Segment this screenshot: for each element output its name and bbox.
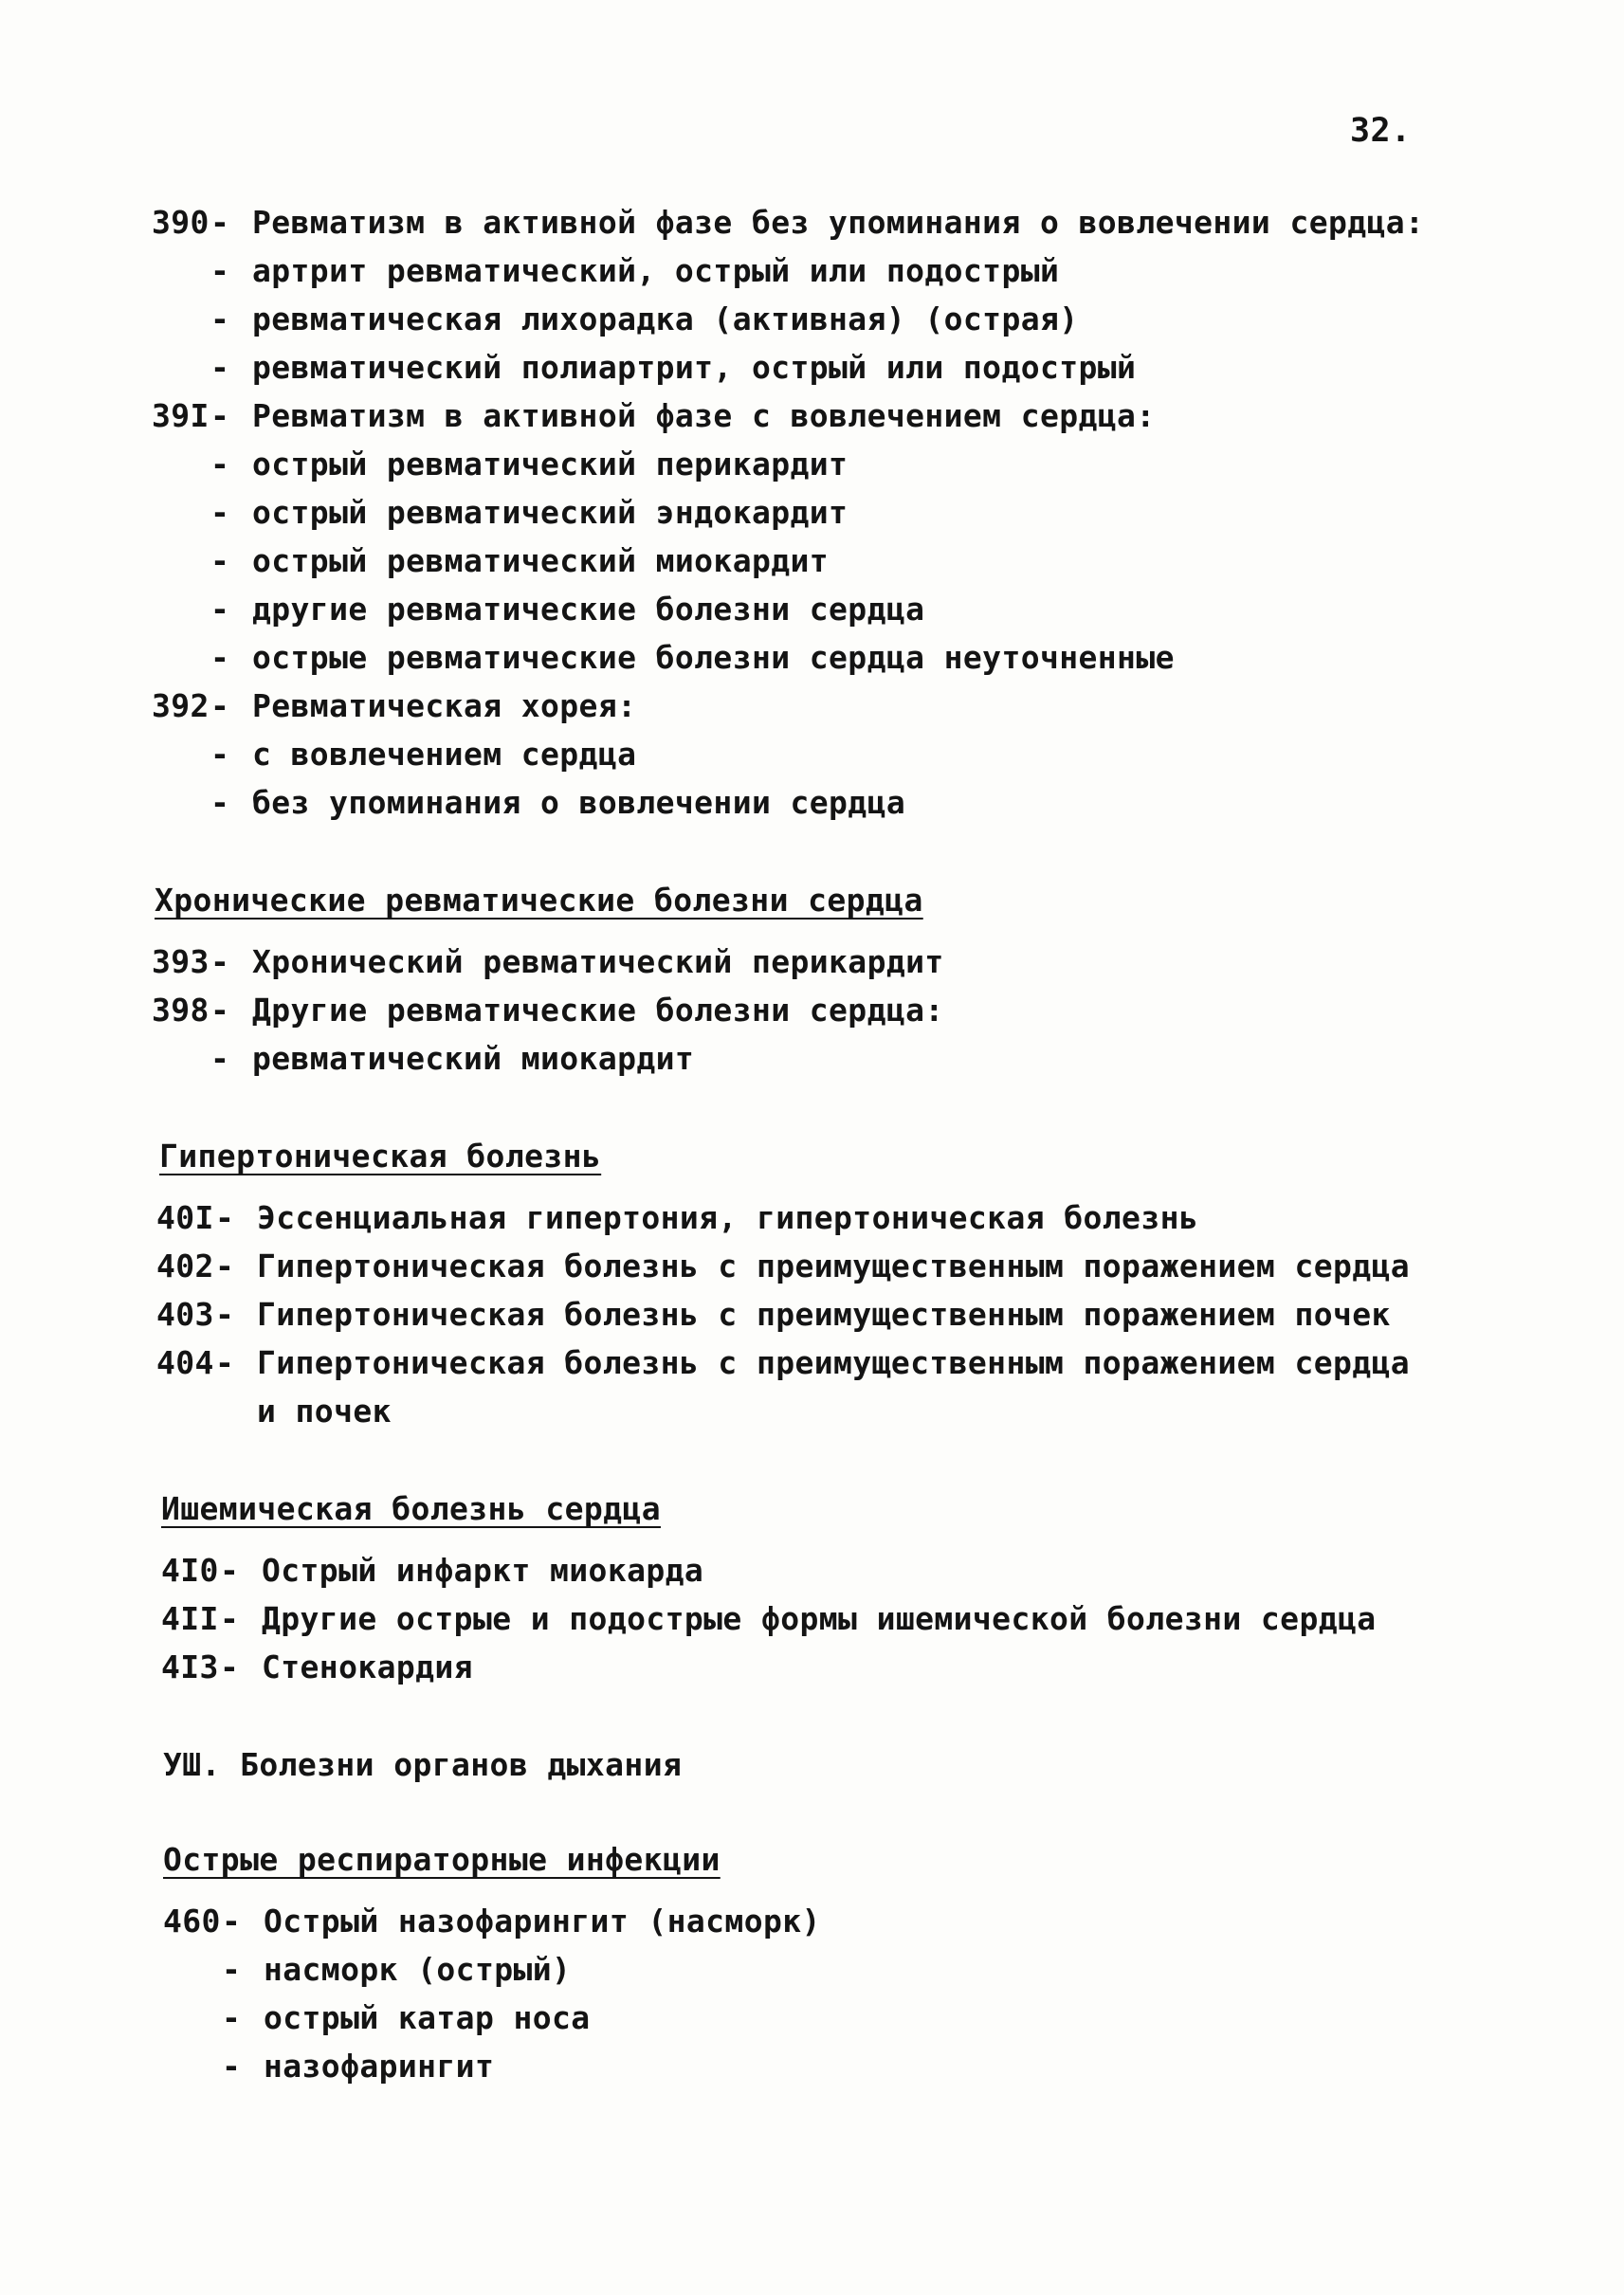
- section-heading-chronic: Хронические ревматические болезни сердца: [155, 882, 923, 919]
- entry-line: [161, 1552, 704, 1589]
- entry-text: Стенокардия: [262, 1648, 473, 1685]
- entry-continuation: и почек: [257, 1393, 392, 1430]
- entry-line: [161, 1600, 1377, 1637]
- entry-text: Хронический ревматический перикардит: [252, 943, 944, 980]
- entry-dash: -: [210, 736, 230, 773]
- entry-dash: -: [210, 591, 230, 628]
- entry-text: без упоминания о вовлечении сердца: [252, 784, 906, 821]
- entry-dash: -: [210, 639, 230, 676]
- entry-line: [152, 943, 944, 980]
- entry-text: ревматическая лихорадка (активная) (острая): [252, 301, 1079, 337]
- entry-dash: -: [210, 397, 230, 434]
- entry-subline: [222, 2048, 495, 2085]
- entry-text: острый катар носа: [264, 1999, 591, 2036]
- entry-dash: -: [210, 943, 230, 980]
- entry-text: ревматический полиартрит, острый или подострый: [252, 349, 1137, 386]
- entry-dash: -: [222, 1903, 242, 1940]
- entry-line: [152, 397, 1156, 434]
- section-heading-respiratory: Острые респираторные инфекции: [163, 1841, 721, 1878]
- entry-text: Другие ревматические болезни сердца:: [252, 992, 944, 1029]
- entry-code: 402: [156, 1248, 214, 1284]
- entry-subline: [210, 1040, 695, 1077]
- entry-dash: -: [210, 301, 230, 337]
- entry-code: 393: [152, 943, 210, 980]
- entry-code: 4I0: [161, 1552, 219, 1589]
- entry-code: 403: [156, 1296, 214, 1333]
- entry-text: Ревматическая хорея:: [252, 687, 637, 724]
- entry-subline: [210, 252, 1060, 289]
- entry-text: Ревматизм в активной фазе без упоминания о вовлечении сердца:: [252, 204, 1425, 241]
- entry-text: Другие острые и подострые формы ишемической болезни сердца: [262, 1600, 1377, 1637]
- chapter-title: УШ. Болезни органов дыхания: [163, 1746, 683, 1783]
- entry-dash: -: [210, 204, 230, 241]
- section-heading-ischemic: Ишемическая болезнь сердца: [161, 1490, 661, 1527]
- entry-code: 392: [152, 687, 210, 724]
- entry-text: острый ревматический перикардит: [252, 446, 848, 483]
- entry-dash: -: [222, 1951, 242, 1988]
- entry-text: назофарингит: [264, 2048, 495, 2085]
- entry-dash: -: [222, 2048, 242, 2085]
- entry-dash: -: [210, 494, 230, 531]
- entry-subline: [210, 349, 1137, 386]
- entry-line: [152, 992, 944, 1029]
- entry-text: Острый инфаркт миокарда: [262, 1552, 704, 1589]
- entry-code: 4II: [161, 1600, 219, 1637]
- entry-code: 4I3: [161, 1648, 219, 1685]
- entry-line: [156, 1296, 1391, 1333]
- entry-dash: -: [220, 1600, 240, 1637]
- entry-line: [163, 1903, 821, 1940]
- entry-text: острый ревматический миокардит: [252, 542, 830, 579]
- entry-text: ревматический миокардит: [252, 1040, 695, 1077]
- entry-subline: [210, 736, 637, 773]
- entry-dash: -: [215, 1296, 235, 1333]
- entry-text: Острый назофарингит (насморк): [264, 1903, 821, 1940]
- entry-code: 404: [156, 1344, 214, 1381]
- entry-dash: -: [215, 1199, 235, 1236]
- entry-code: 390: [152, 204, 210, 241]
- entry-dash: -: [210, 349, 230, 386]
- entry-subline: [210, 591, 925, 628]
- entry-line: [156, 1199, 1199, 1236]
- entry-text: острый ревматический эндокардит: [252, 494, 848, 531]
- entry-dash: -: [210, 446, 230, 483]
- entry-text: с вовлечением сердца: [252, 736, 637, 773]
- entry-code: 460: [163, 1903, 221, 1940]
- entry-dash: -: [220, 1552, 240, 1589]
- entry-subline: [222, 1999, 591, 2036]
- entry-subline: [210, 303, 1079, 335]
- entry-code: 40I: [156, 1199, 214, 1236]
- entry-line: [156, 1250, 1410, 1282]
- entry-dash: -: [210, 992, 230, 1029]
- section-heading-hypertension: Гипертоническая болезнь: [159, 1138, 602, 1175]
- entry-dash: -: [215, 1344, 235, 1381]
- entry-subline: [210, 494, 848, 531]
- entry-code: 398: [152, 992, 210, 1029]
- entry-text: острые ревматические болезни сердца неуточненные: [252, 639, 1175, 676]
- entry-dash: -: [210, 252, 230, 289]
- entry-text: Гипертоническая болезнь с преимущественным поражением сердца: [257, 1344, 1411, 1381]
- entry-text: Эссенциальная гипертония, гипертоническая болезнь: [257, 1199, 1199, 1236]
- entry-dash: -: [215, 1248, 235, 1284]
- entry-code: 39I: [152, 397, 210, 434]
- entry-text: артрит ревматический, острый или подострый: [252, 252, 1060, 289]
- entry-dash: -: [210, 687, 230, 724]
- entry-subline: [210, 542, 830, 579]
- entry-subline: [210, 784, 906, 821]
- entry-dash: -: [220, 1648, 240, 1685]
- entry-text: Ревматизм в активной фазе с вовлечением сердца:: [252, 397, 1156, 434]
- entry-dash: -: [222, 1999, 242, 2036]
- entry-dash: -: [210, 784, 230, 821]
- entry-text: Гипертоническая болезнь с преимущественным поражением почек: [257, 1296, 1391, 1333]
- entry-text: Гипертоническая болезнь с преимущественным поражением сердца: [257, 1248, 1411, 1284]
- entry-subline: [210, 639, 1175, 676]
- entry-line: [161, 1648, 473, 1685]
- entry-line: [156, 1344, 1411, 1381]
- entry-dash: -: [210, 542, 230, 579]
- entry-dash: -: [210, 1040, 230, 1077]
- page-number: 32.: [1350, 112, 1412, 150]
- entry-text: насморк (острый): [264, 1951, 572, 1988]
- entry-subline: [210, 446, 848, 483]
- entry-subline: [222, 1951, 572, 1988]
- entry-line: [152, 687, 637, 724]
- entry-text: другие ревматические болезни сердца: [252, 591, 925, 628]
- entry-line: [152, 204, 1425, 241]
